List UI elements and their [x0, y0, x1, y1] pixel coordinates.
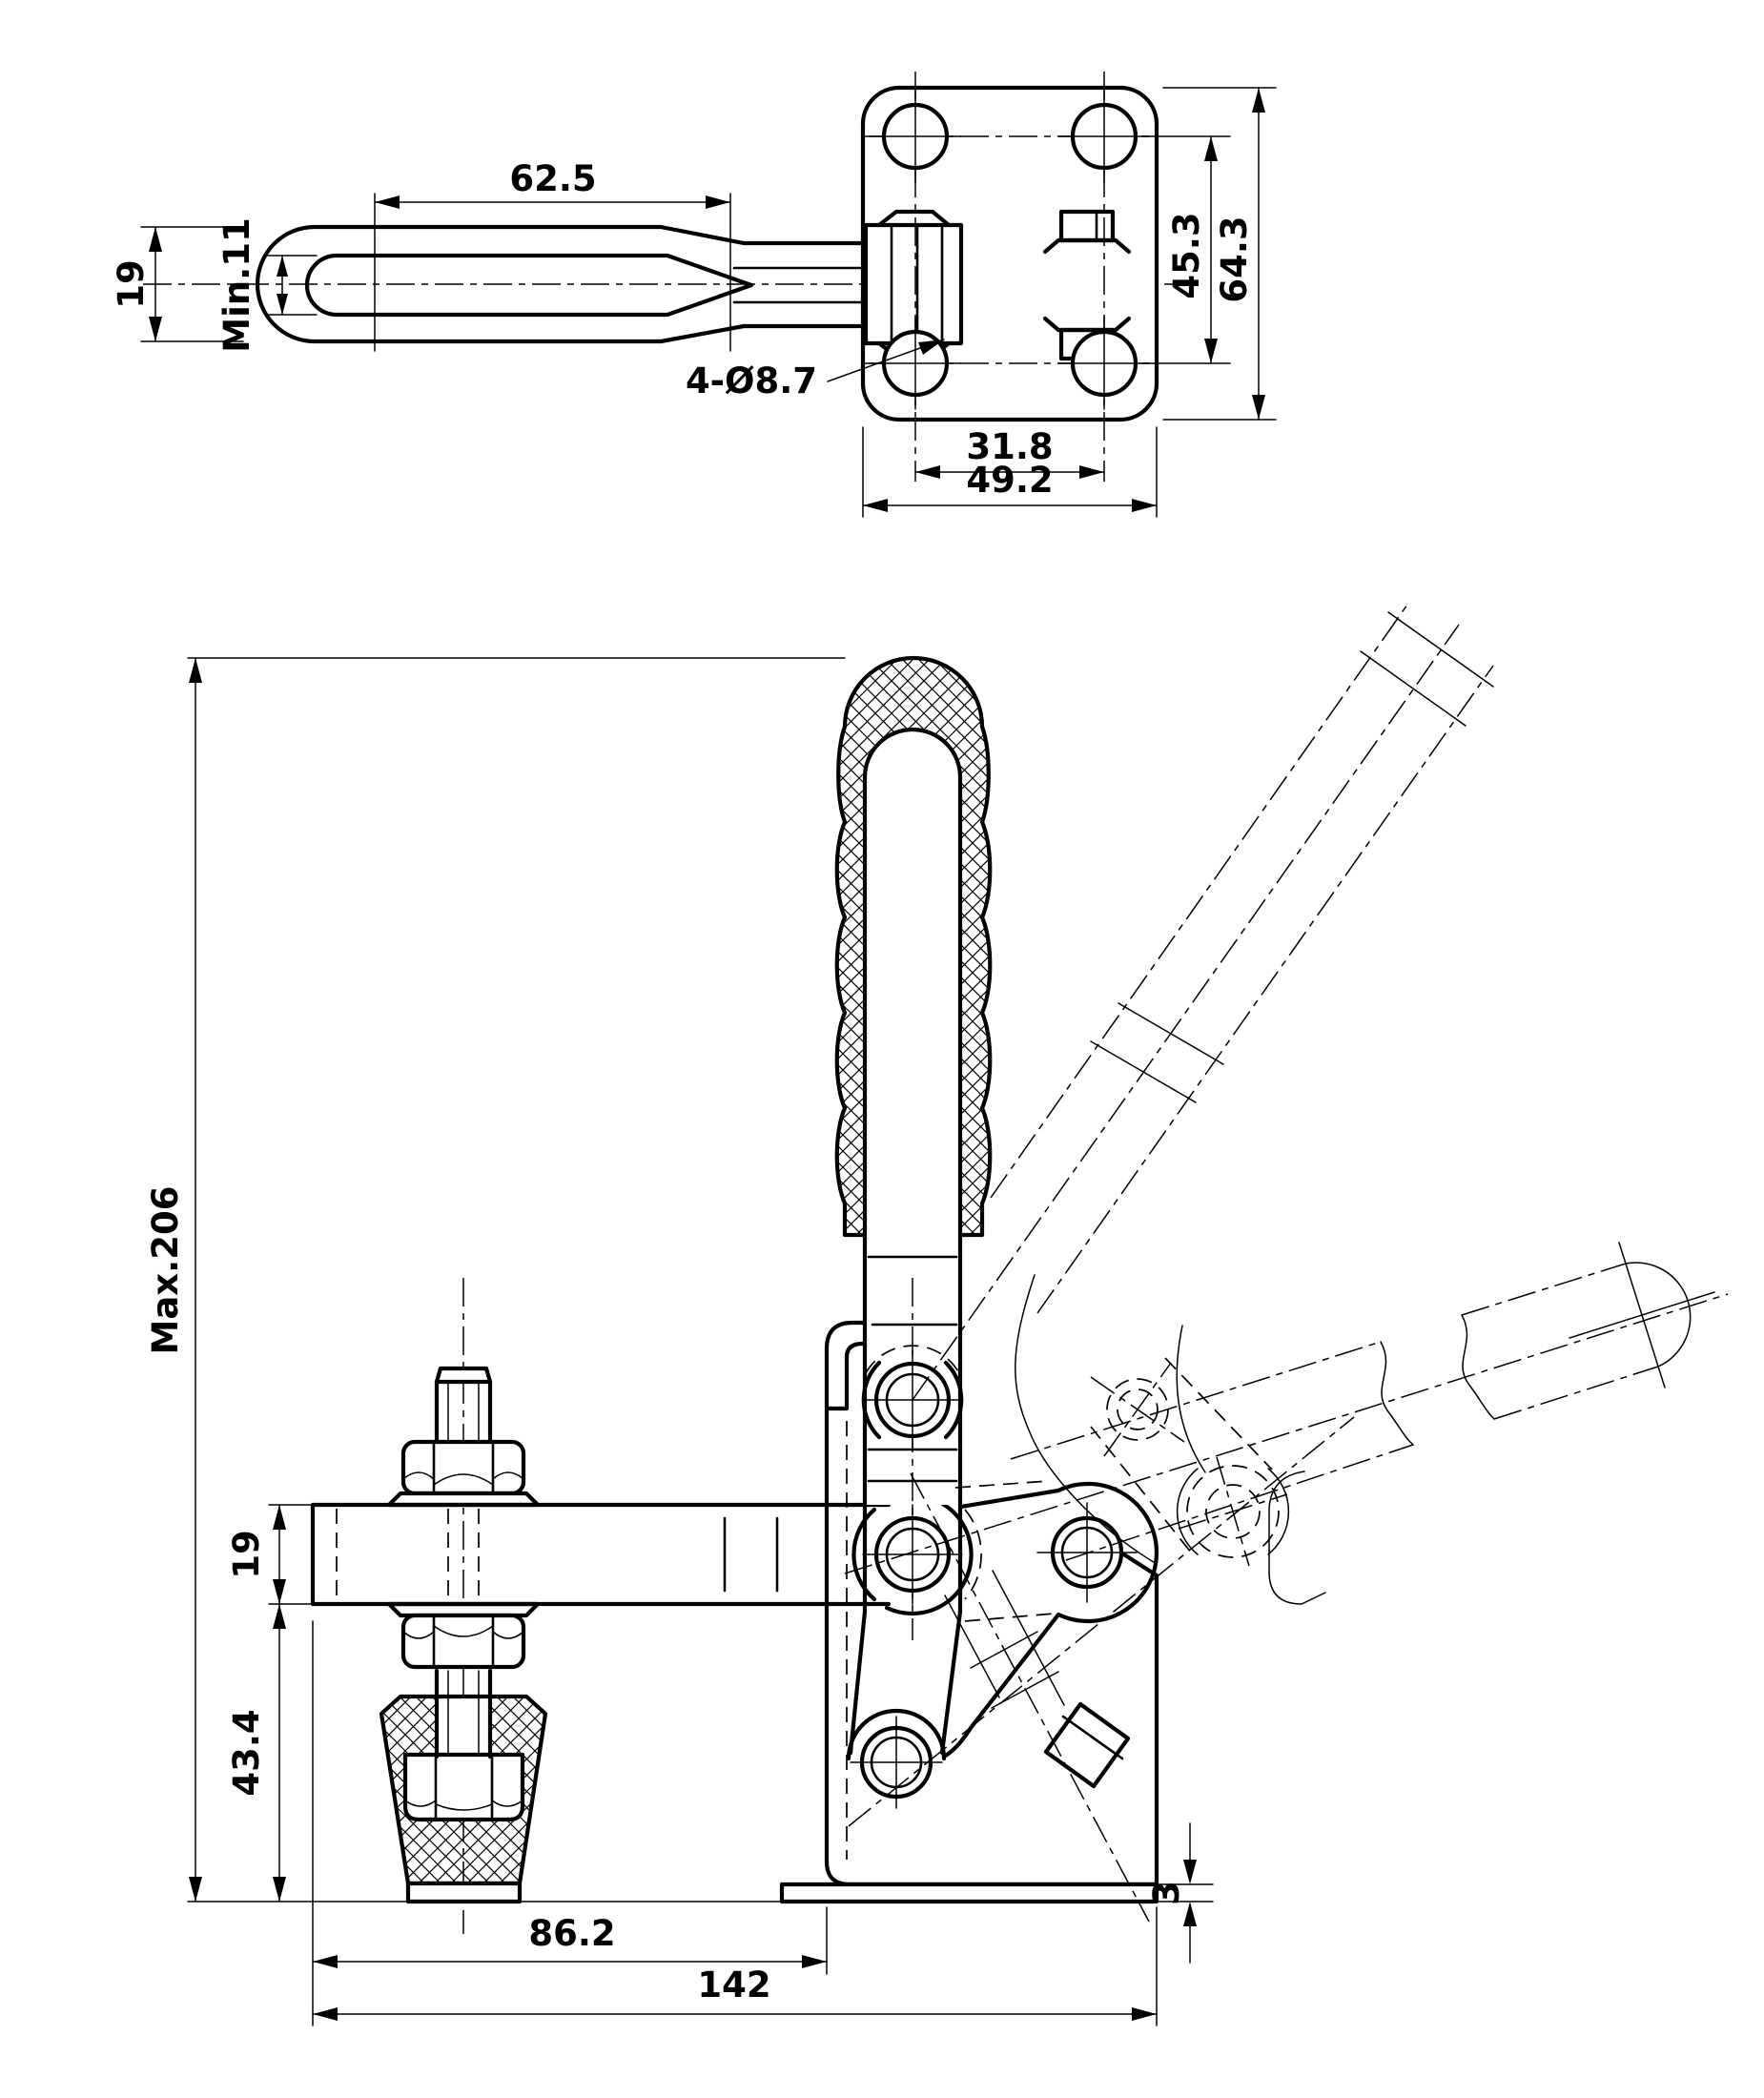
dim-plate-width-label: 49.2: [966, 460, 1054, 501]
lower-hex-nut: [403, 1615, 523, 1667]
spindle-top-cap: [437, 1368, 490, 1382]
dim-handle-width-label: 19: [111, 259, 152, 309]
dim-plate-height-label: 64.3: [1214, 216, 1255, 303]
upper-hex-nut: [403, 1442, 523, 1493]
dim-overall-length-label: 142: [697, 1964, 771, 2005]
dim-base-plate-thickness-label: 3: [1146, 1881, 1187, 1905]
rubber-foot: [381, 1671, 545, 1902]
dim-hole-spacing-v-label: 45.3: [1166, 212, 1207, 299]
dim-max-height-label: Max.206: [145, 1185, 186, 1355]
base-plate: [782, 1884, 1157, 1902]
dim-foot-drop-label: 43.4: [226, 1709, 267, 1797]
dim-arm-reach-label: 86.2: [528, 1913, 616, 1954]
dim-hole-spacing-h-label: 31.8: [966, 426, 1054, 467]
dim-hole-note-label: 4-Ø8.7: [685, 360, 818, 401]
dim-slot-min-label: Min.11: [216, 217, 257, 353]
dim-arm-thickness-label: 19: [226, 1530, 267, 1579]
foot-bottom-pad: [408, 1883, 520, 1902]
dim-slot-length-label: 62.5: [509, 158, 597, 199]
